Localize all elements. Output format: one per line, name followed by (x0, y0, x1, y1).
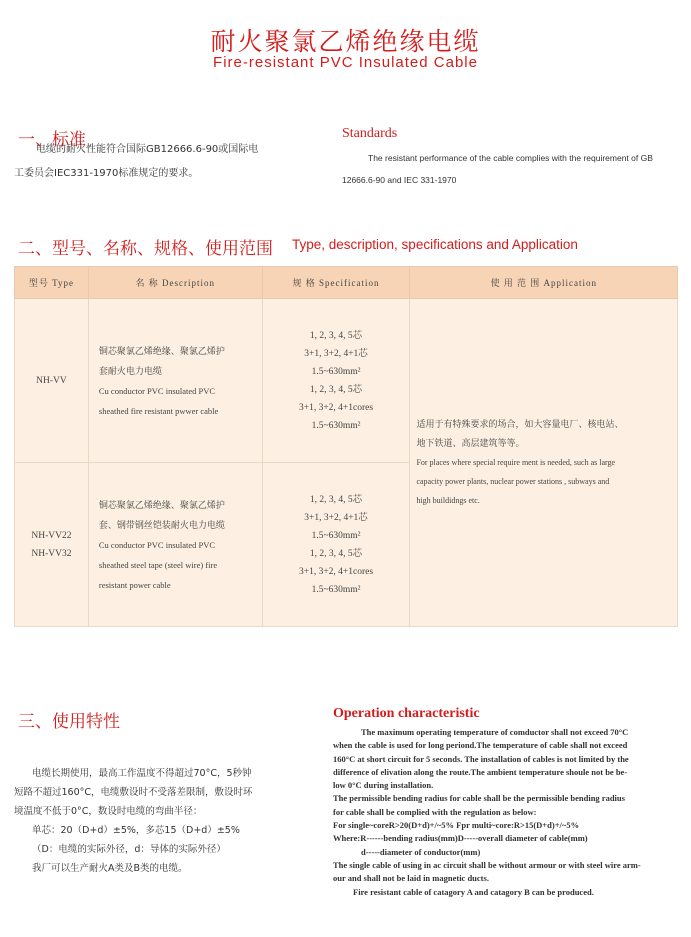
desc-cn-line: 铜芯聚氯乙烯绝缘、聚氯乙烯护 (98, 499, 225, 510)
body-en-line: our and shall not be laid in magnetic ducts. (333, 873, 489, 884)
spec-table-header-row (15, 267, 678, 299)
body-en-line: difference of elivation along the route.The ambient temperature shoule not be be- (333, 766, 628, 777)
header-specification: 规 格 Specification (262, 267, 410, 299)
body-cn-line: （D：电缆的实际外径，d：导体的实际外径） (32, 844, 226, 855)
spec-line: 3+1, 3+2, 4+1芯 (304, 348, 368, 359)
spec-line: 1.5~630mm² (311, 366, 361, 377)
body-en-line: Where:R------bending radius(mm)D-----overall diameter of cable(mm) (333, 833, 588, 844)
header-description: 名 称 Description (88, 267, 262, 299)
specification-cell (262, 299, 410, 463)
model-cell (15, 299, 89, 463)
body-en-line: The maximum operating temperature of comductor shall not exceed 70°C (361, 727, 629, 737)
specification-cell (262, 463, 410, 627)
spec-line: 1, 2, 3, 4, 5芯 (309, 330, 363, 341)
section2-heading-en: Type, description, specifications and Application (292, 237, 578, 252)
section1-body-cn-1: 电缆的耐火性能符合国际GB12666.6-90或国际电 (36, 144, 259, 155)
desc-en-line: Cu conductor PVC insulated PVC (98, 385, 216, 396)
spec-line: 1.5~630mm² (311, 420, 361, 431)
body-en-line: The permissible bending radius for cable shall be the permissible bending radius (333, 793, 625, 804)
spec-line: 1.5~630mm² (311, 530, 361, 541)
model-label: NH-VV32 (31, 548, 72, 559)
page-title-en: Fire-resistant PVC Insulated Cable (213, 54, 478, 71)
section1-heading-cn: 一、标准 (18, 130, 86, 150)
desc-cn-line: 套、钢带钢丝铠装耐火电力电缆 (98, 519, 225, 530)
spec-line: 3+1, 3+2, 4+1cores (298, 402, 374, 413)
spec-line: 3+1, 3+2, 4+1芯 (304, 512, 368, 523)
application-line: For places where special require ment is needed, such as large (416, 458, 616, 467)
body-en-line: when the cable is used for long periond.The temperature of cable shall not exceed (333, 740, 628, 751)
model-label: NH-VV (36, 375, 67, 386)
body-en-line: 160°C at short circuit for 5 seconds. The installation of cables is not limited by the (333, 753, 629, 764)
body-en-line: low 0°C during installation. (333, 780, 434, 791)
body-en-line: for cable shall be complied with the regulation as below: (333, 806, 537, 817)
section3-body-en (333, 726, 683, 899)
page-title-cn: 耐火聚氯乙烯绝缘电缆 (210, 27, 481, 56)
body-en-line: Fire resistant cable of catagory A and catagory B can be produced. (353, 886, 594, 897)
desc-en-line: Cu conductor PVC insulated PVC (98, 539, 216, 550)
body-en-line: d-----diameter of conductor(mm) (361, 846, 481, 857)
section3-heading-en: Operation characteristic (333, 706, 480, 721)
header-type: 型号 Type (15, 267, 89, 299)
spec-line: 1, 2, 3, 4, 5芯 (309, 494, 363, 505)
spec-line: 1, 2, 3, 4, 5芯 (309, 384, 363, 395)
spec-line: 3+1, 3+2, 4+1cores (298, 566, 374, 577)
body-cn-line: 短路不超过160°C，电缆敷设时不受落差限制，敷设时环 (14, 787, 253, 798)
application-cell (410, 299, 678, 627)
application-line: 适用于有特殊要求的场合，如大容量电厂、核电站、 (416, 419, 624, 429)
body-cn-line: 境温度不低于0°C，数设时电缆的弯曲半径： (14, 806, 203, 817)
section1-heading-en: Standards (342, 126, 398, 141)
application-line: 地下铁道、高层建筑等等。 (416, 438, 525, 448)
header-application: 使 用 范 围 Application (410, 267, 678, 299)
body-cn-line: 我厂可以生产耐火A类及B类的电缆。 (32, 863, 188, 874)
section3-body-cn (14, 764, 253, 878)
section1-body-en-2: 12666.6-90 and IEC 331-1970 (342, 175, 457, 185)
desc-en-line: sheathed steel tape (steel wire) fire (98, 559, 218, 570)
desc-cn-line: 铜芯聚氯乙烯绝缘、聚氯乙烯护 (98, 345, 225, 356)
desc-cn-line: 套耐火电力电缆 (98, 365, 162, 376)
section1-body-en-1: The resistant performance of the cable complies with the requirement of GB (368, 153, 653, 163)
body-en-line: The single cable of using in ac circuit shall be without armour or with steel wire arm- (333, 859, 641, 870)
section3-heading-cn: 三、使用特性 (18, 712, 120, 732)
desc-en-line: resistant power cable (98, 579, 171, 590)
model-cell (15, 463, 89, 627)
section2-heading-cn: 二、型号、名称、规格、使用范围 (18, 239, 273, 259)
section1-body-cn-2: 工委员会IEC331-1970标准规定的要求。 (14, 168, 199, 179)
description-cell (88, 299, 262, 463)
body-cn-line: 电缆长期使用，最高工作温度不得超过70°C，5秒钟 (32, 768, 252, 779)
model-label: NH-VV22 (31, 530, 72, 541)
body-en-line: For single~coreR>20(D+d)+/~5% Fpr multi~core:R>15(D+d)+/~5% (333, 820, 580, 831)
spec-line: 1, 2, 3, 4, 5芯 (309, 548, 363, 559)
spec-table (14, 266, 678, 627)
body-cn-line: 单芯：20（D+d）±5%，多芯15（D+d）±5% (32, 825, 240, 836)
application-line: high buildidngs etc. (416, 496, 480, 505)
application-line: capacity power plants, nuclear power stations , subways and (416, 477, 610, 486)
desc-en-line: sheathed fire resistant pwwer cable (98, 405, 219, 416)
description-cell (88, 463, 262, 627)
table-row (15, 299, 678, 463)
spec-line: 1.5~630mm² (311, 584, 361, 595)
